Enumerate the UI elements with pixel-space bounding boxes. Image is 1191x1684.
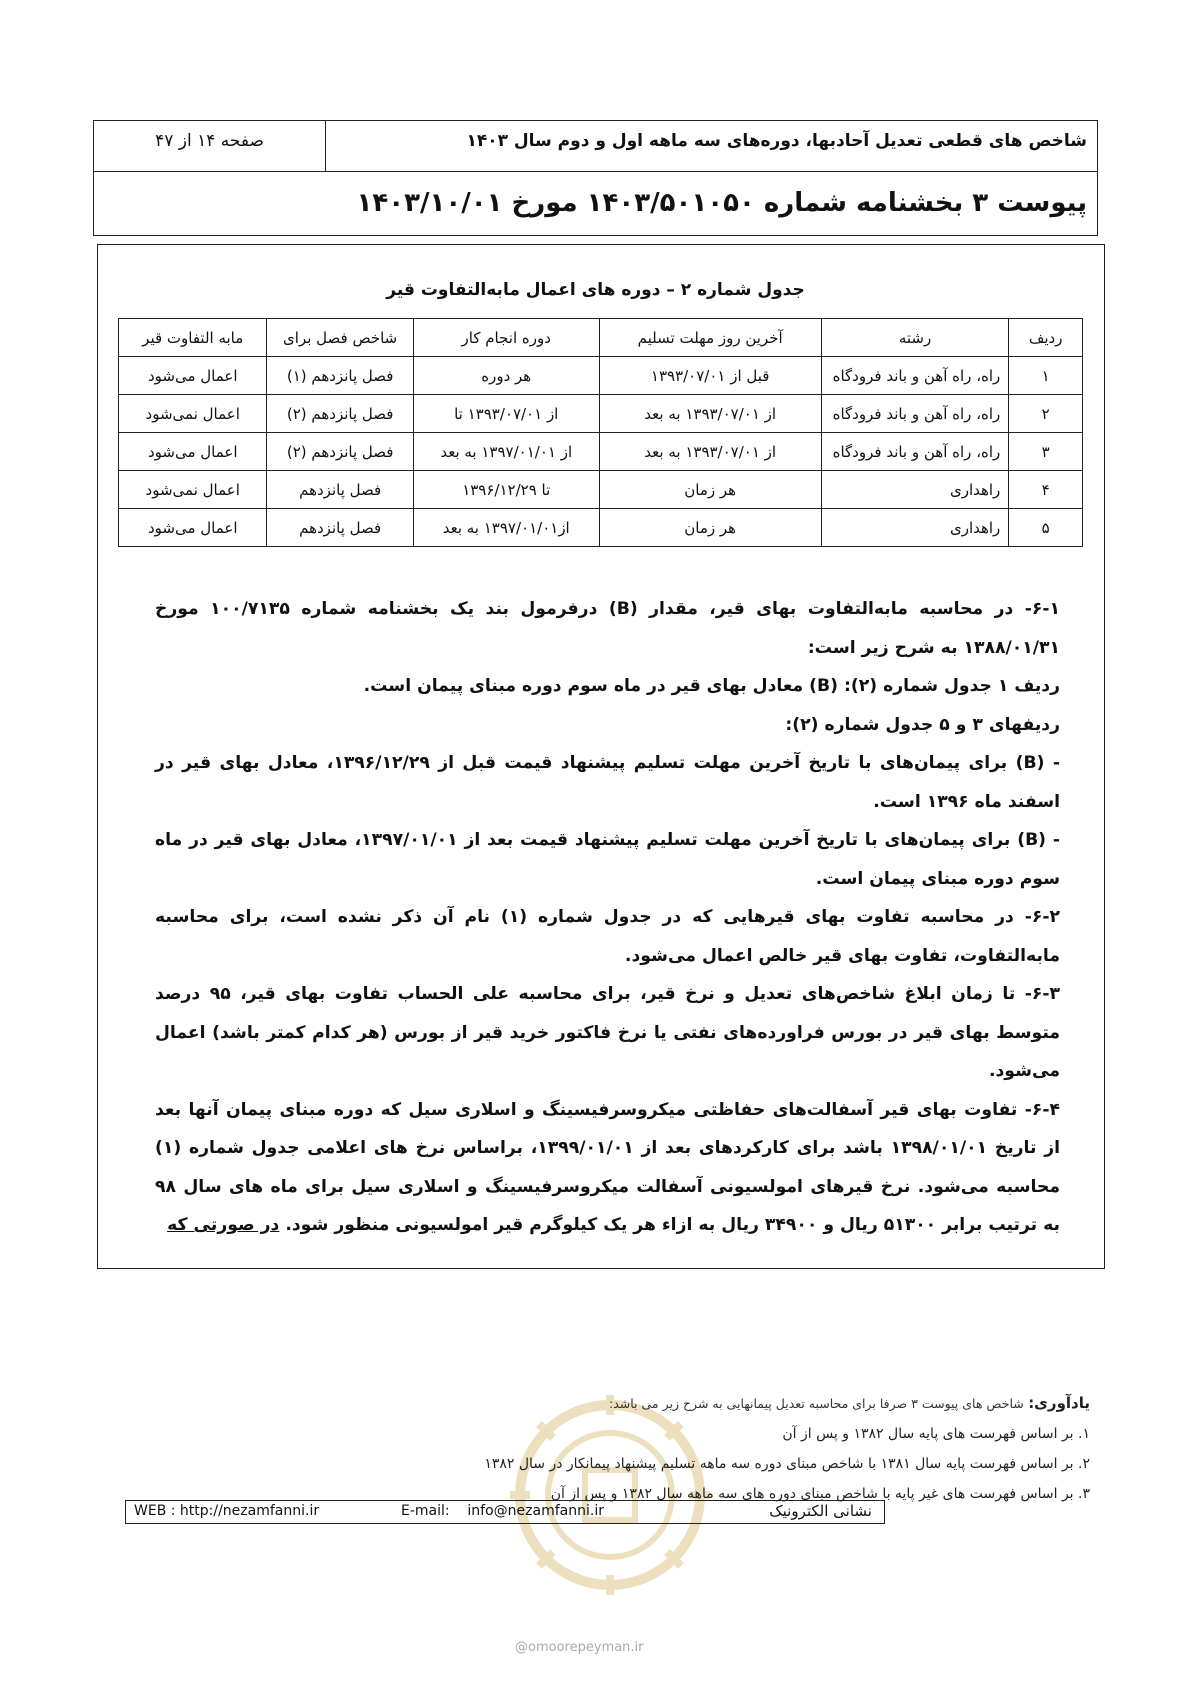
appendix-title: پیوست ۳ بخشنامه شماره ۱۴۰۳/۵۰۱۰۵۰ مورخ ۱۴۰۳/۱۰/۰۱ xyxy=(356,188,1087,218)
note-item: ۲. بر اساس فهرست پایه سال ۱۳۸۱ با شاخص مبنای دوره سه ماهه تسلیم پیشنهاد پیمانکار در سال ۱۳۸۲ xyxy=(484,1456,1090,1472)
bitumen-period-table xyxy=(118,318,1083,547)
document-header xyxy=(93,120,1098,236)
cell-field: راه، راه آهن و باند فرودگاه xyxy=(821,395,1009,433)
paragraph-b-before: - (B) برای پیمان‌های با تاریخ آخرین مهلت تسلیم پیشنهاد قیمت قبل از ۱۳۹۶/۱۲/۲۹، معادل بهای قیر در اسفند ماه ۱۳۹۶ است. xyxy=(155,753,1060,812)
cell-deadline: از ۱۳۹۳/۰۷/۰۱ به بعد xyxy=(599,433,821,471)
table-header-row xyxy=(119,319,1083,357)
cell-index-season: فصل پانزدهم xyxy=(267,509,413,547)
cell-field: راهداری xyxy=(821,509,1009,547)
email-link[interactable]: E-mail: info@nezamfanni.ir xyxy=(401,1503,604,1519)
paragraph-b-after: - (B) برای پیمان‌های با تاریخ آخرین مهلت تسلیم پیشنهاد قیمت بعد از ۱۳۹۷/۰۱/۰۱، معادل بهای قیر در ماه سوم دوره مبنای پیمان است. xyxy=(155,830,1060,889)
cell-deadline: هر زمان xyxy=(599,509,821,547)
paragraph-6-4-text: ۶-۴- تفاوت بهای قیر آسفالت‌های حفاظتی میکروسرفیسینگ و اسلاری سیل که دوره مبنای پیمان آنها بعد از تاریخ ۱۳۹۸/۰۱/۰۱ باشد برای کارکردهای بعد از ۱۳۹۹/۰۱/۰۱، براساس نرخ های اعلامی جدول شماره (۱) محاسبه می‌شود. نرخ قیرهای امولسیونی آسفالت میکروسرفیسینگ و اسلاری سیل برای ماه های سال ۹۸ به ترتیب برابر ۵۱۳۰۰ ریال و ۳۴۹۰۰ ریال به ازاء هر یک کیلوگرم قیر امولسیونی منظور شود. xyxy=(155,1099,1060,1235)
page-number: صفحه ۱۴ از ۴۷ xyxy=(155,131,264,151)
cell-bitumen-diff: اعمال می‌شود xyxy=(119,433,267,471)
note-item: ۱. بر اساس فهرست های پایه سال ۱۳۸۲ و پس از آن xyxy=(782,1426,1090,1442)
cell-bitumen-diff: اعمال نمی‌شود xyxy=(119,471,267,509)
cell-index-season: فصل پانزدهم (۲) xyxy=(267,433,413,471)
table-row xyxy=(119,357,1083,395)
table-row xyxy=(119,395,1083,433)
cell-work-period: از ۱۳۹۷/۰۱/۰۱ به بعد xyxy=(413,433,599,471)
cell-index-season: فصل پانزدهم (۱) xyxy=(267,357,413,395)
cell-bitumen-diff: اعمال نمی‌شود xyxy=(119,395,267,433)
col-header-work-period: دوره انجام کار xyxy=(413,319,599,357)
paragraph-6-3: ۶-۳- تا زمان ابلاغ شاخص‌های تعدیل و نرخ قیر، برای محاسبه علی الحساب تفاوت بهای قیر، ۹۵ درصد متوسط بهای قیر در بورس فراورده‌های نفتی یا نرخ فاکتور خرید قیر از بورس (هر کدام کمتر باشد) اعمال می‌شود. xyxy=(155,984,1060,1081)
table-title: جدول شماره ۲ – دوره های اعمال مابه‌التفاوت قیر xyxy=(386,280,805,300)
table-row xyxy=(119,471,1083,509)
reminder-note xyxy=(380,1388,1090,1509)
cell-work-period: از ۱۳۹۳/۰۷/۰۱ تا xyxy=(413,395,599,433)
table-row xyxy=(119,509,1083,547)
cell-row-no: ۵ xyxy=(1009,509,1083,547)
cell-deadline: از ۱۳۹۳/۰۷/۰۱ به بعد xyxy=(599,395,821,433)
cell-row-no: ۲ xyxy=(1009,395,1083,433)
electronic-address-label: نشانی الکترونیک xyxy=(769,1502,872,1520)
cell-deadline: هر زمان xyxy=(599,471,821,509)
paragraph-6-4-underlined: در صورتی که xyxy=(167,1215,280,1235)
cell-work-period: از۱۳۹۷/۰۱/۰۱ به بعد xyxy=(413,509,599,547)
cell-field: راهداری xyxy=(821,471,1009,509)
cell-row-no: ۱ xyxy=(1009,357,1083,395)
footer-contact-box xyxy=(125,1500,885,1524)
header-title: شاخص های قطعی تعدیل آحادبها، دوره‌های سه ماهه اول و دوم سال ۱۴۰۳ xyxy=(466,131,1087,151)
body-text xyxy=(155,590,1060,1245)
note-intro: شاخص های پیوست ۳ صرفا برای محاسبه تعدیل پیمانهایی به شرح زیر می باشد: xyxy=(609,1396,1024,1411)
cell-field: راه، راه آهن و باند فرودگاه xyxy=(821,357,1009,395)
watermark-text: @omoorepeyman.ir xyxy=(515,1640,644,1655)
cell-index-season: فصل پانزدهم (۲) xyxy=(267,395,413,433)
col-header-bitumen-diff: مابه التفاوت قیر xyxy=(119,319,267,357)
cell-bitumen-diff: اعمال می‌شود xyxy=(119,357,267,395)
paragraph-6-1: ۶-۱- در محاسبه مابه‌التفاوت بهای قیر، مقدار (B) درفرمول بند یک بخشنامه شماره ۱۰۰/۷۱۳۵ مورخ ۱۳۸۸/۰۱/۳۱ به شرح زیر است: xyxy=(155,599,1060,658)
cell-field: راه، راه آهن و باند فرودگاه xyxy=(821,433,1009,471)
paragraph-row1: ردیف ۱ جدول شماره (۲): (B) معادل بهای قیر در ماه سوم دوره مبنای پیمان است. xyxy=(363,676,1060,696)
header-divider xyxy=(325,121,326,171)
col-header-field: رشته xyxy=(821,319,1009,357)
cell-work-period: تا ۱۳۹۶/۱۲/۲۹ xyxy=(413,471,599,509)
header-top-row xyxy=(94,121,1097,172)
cell-work-period: هر دوره xyxy=(413,357,599,395)
cell-row-no: ۴ xyxy=(1009,471,1083,509)
note-heading: یادآوری: xyxy=(1028,1394,1090,1412)
cell-bitumen-diff: اعمال می‌شود xyxy=(119,509,267,547)
col-header-deadline: آخرین روز مهلت تسلیم xyxy=(599,319,821,357)
note-item: ۳. بر اساس فهرست های غیر پایه با شاخص مبنای دوره های سه ماهه سال ۱۳۸۲ و پس از آن xyxy=(550,1486,1090,1502)
website-link[interactable]: WEB : http://nezamfanni.ir xyxy=(134,1503,320,1519)
cell-index-season: فصل پانزدهم xyxy=(267,471,413,509)
paragraph-rows-3-5: ردیفهای ۳ و ۵ جدول شماره (۲): xyxy=(785,714,1060,735)
cell-deadline: قبل از ۱۳۹۳/۰۷/۰۱ xyxy=(599,357,821,395)
paragraph-6-2: ۶-۲- در محاسبه تفاوت بهای قیرهایی که در جدول شماره (۱) نام آن ذکر نشده است، برای محاسبه مابه‌التفاوت، تفاوت بهای قیر خالص اعمال می‌شود. xyxy=(155,907,1061,966)
table-row xyxy=(119,433,1083,471)
col-header-row-no: ردیف xyxy=(1009,319,1083,357)
paragraph-6-4 xyxy=(155,1091,1060,1245)
col-header-index-season: شاخص فصل برای xyxy=(267,319,413,357)
cell-row-no: ۳ xyxy=(1009,433,1083,471)
